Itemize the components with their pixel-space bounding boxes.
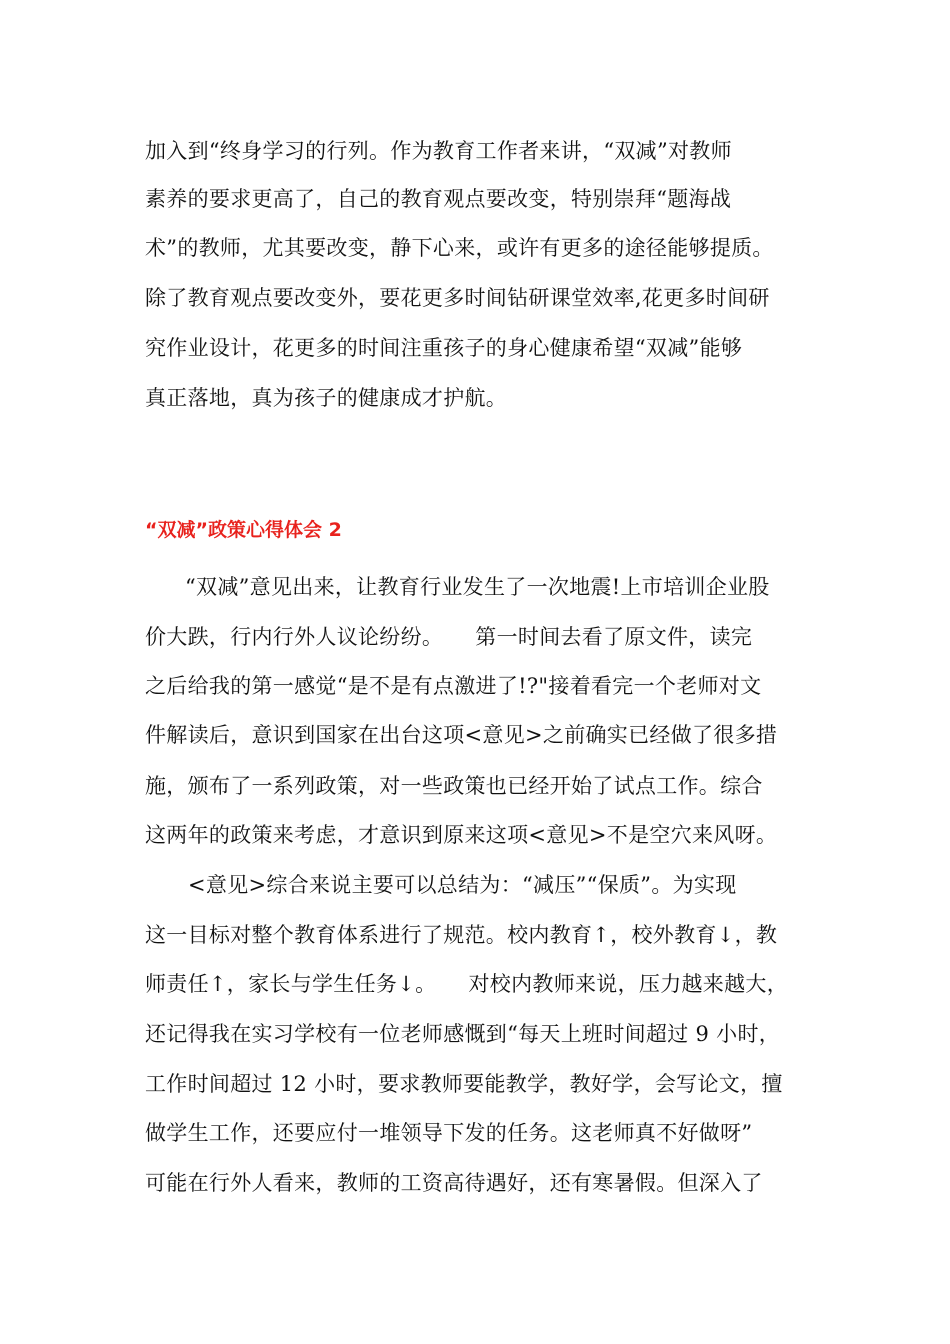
section-heading: “双减”政策心得体会 2 (145, 519, 342, 541)
paragraph-line: 之后给我的第一感觉“是不是有点激进了!?"接着看完一个老师对文 (145, 674, 762, 698)
paragraph-line: 术”的教师，尤其要改变，静下心来，或许有更多的途径能够提质。 (145, 236, 774, 260)
paragraph-line: 件解读后，意识到国家在出台这项<意见>之前确实已经做了很多措 (145, 723, 778, 747)
paragraph-line: 除了教育观点要改变外，要花更多时间钻研课堂效率,花更多时间研 (145, 286, 770, 310)
paragraph-line: 素养的要求更高了，自己的教育观点要改变，特别崇拜“题海战 (145, 187, 732, 211)
paragraph-line: 真正落地，真为孩子的健康成才护航。 (145, 386, 508, 410)
paragraph-line: 这两年的政策来考虑，才意识到原来这项<意见>不是空穴来风呀。 (145, 823, 778, 847)
paragraph-line: 工作时间超过 12 小时，要求教师要能教学，教好学，会写论文，擅 (145, 1072, 783, 1096)
paragraph-line: 做学生工作，还要应付一堆领导下发的任务。这老师真不好做呀” (145, 1121, 753, 1145)
paragraph-line: 这一目标对整个教育体系进行了规范。校内教育↑，校外教育↓，教 (145, 923, 778, 947)
paragraph-line: 加入到“终身学习的行列。作为教育工作者来讲，“双减”对教师 (145, 139, 732, 163)
paragraph-line: 可能在行外人看来，教师的工资高待遇好，还有寒暑假。但深入了 (145, 1171, 763, 1195)
paragraph-line: 施，颁布了一系列政策，对一些政策也已经开始了试点工作。综合 (145, 774, 763, 798)
paragraph-line: <意见>综合来说主要可以总结为：“减压”“保质”。为实现 (188, 873, 737, 897)
paragraph-line: “双减”意见出来，让教育行业发生了一次地震!上市培训企业股 (185, 575, 770, 599)
paragraph-line: 价大跌，行内行外人议论纷纷。 第一时间去看了原文件，读完 (145, 625, 753, 649)
paragraph-line: 究作业设计，花更多的时间注重孩子的身心健康希望“双减”能够 (145, 336, 743, 360)
paragraph-line: 师责任↑，家长与学生任务↓。 对校内教师来说，压力越来越大， (145, 972, 788, 996)
paragraph-line: 还记得我在实习学校有一位老师感慨到“每天上班时间超过 9 小时， (145, 1022, 781, 1046)
